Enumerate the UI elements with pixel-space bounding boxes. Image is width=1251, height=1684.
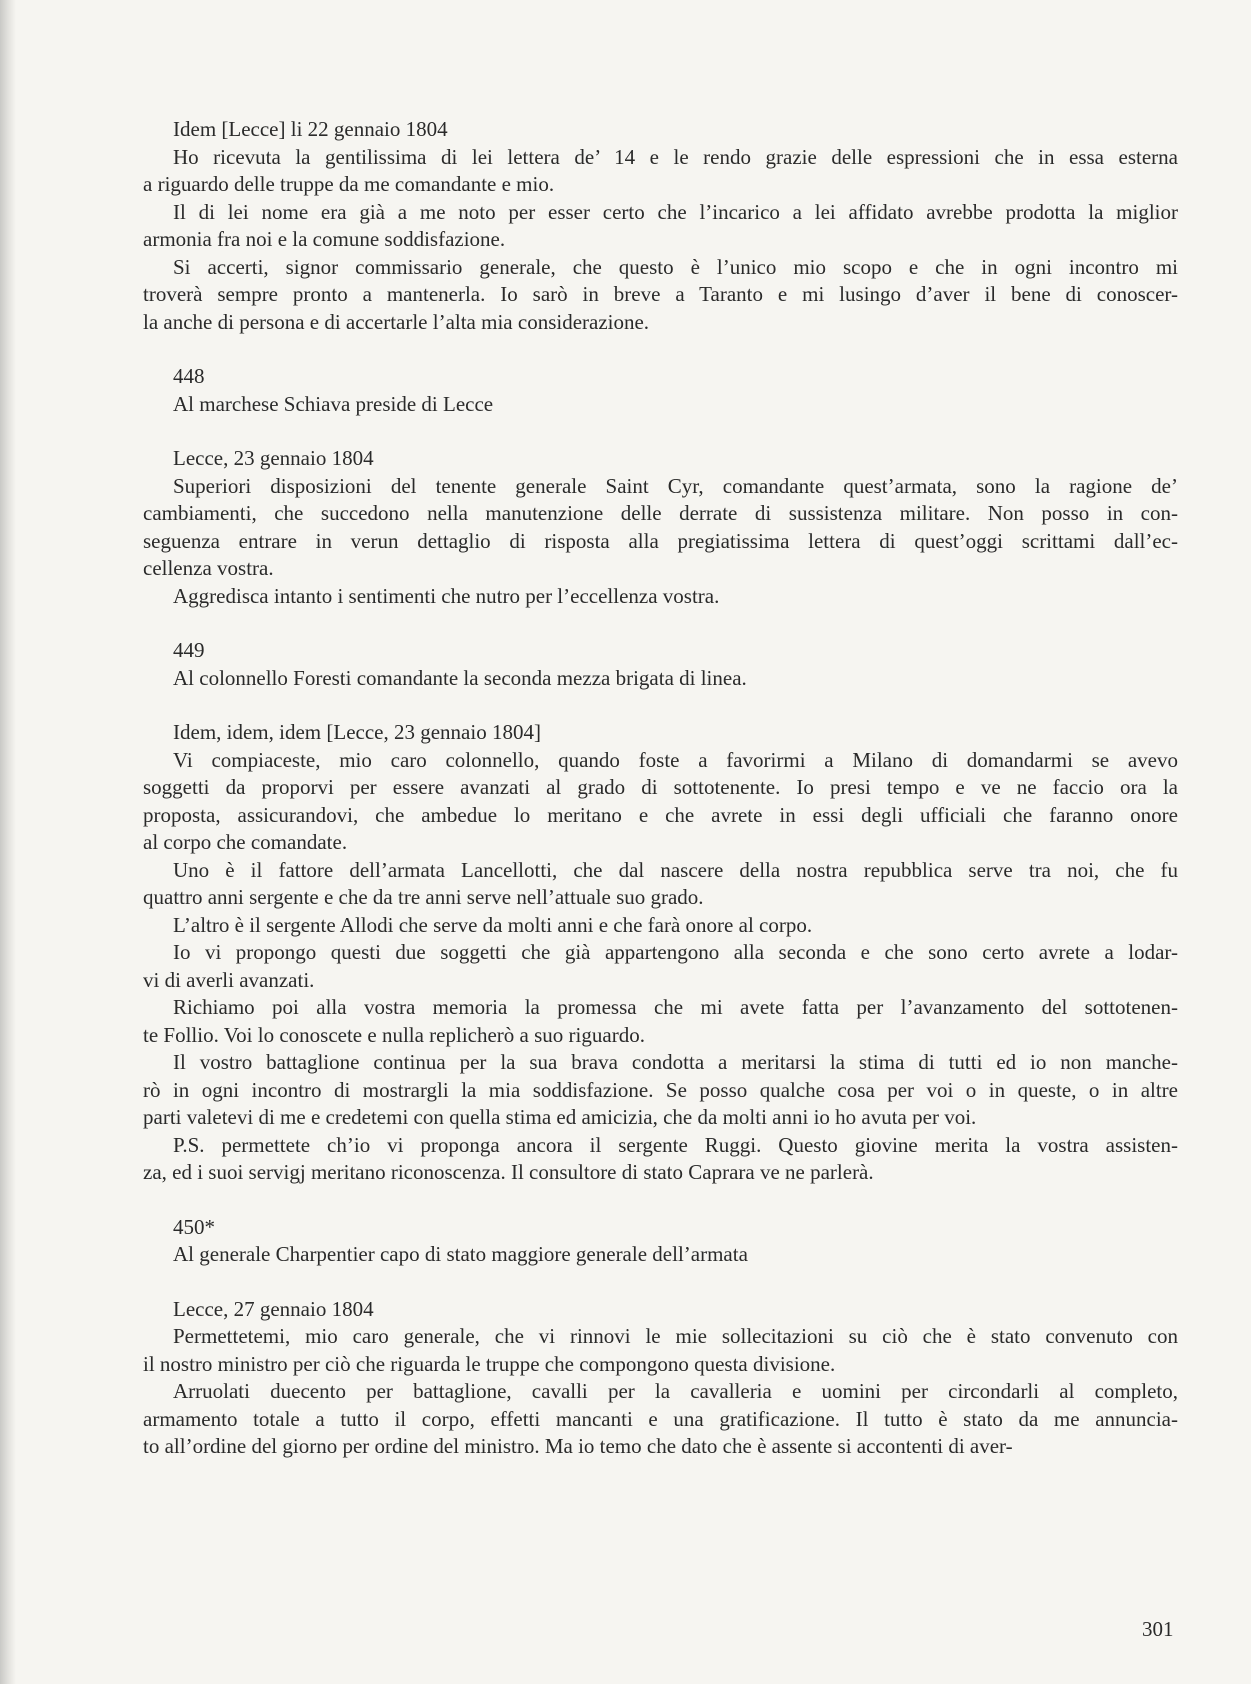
letter-paragraph bbox=[143, 1132, 1178, 1187]
letter-paragraph bbox=[143, 747, 1178, 857]
paragraph-line: parti valetevi di me e credetemi con quella stima ed amicizia, che da molti anni io ho avuta per voi. bbox=[143, 1105, 977, 1129]
page-gutter-shadow bbox=[0, 0, 16, 1684]
letter-date: Idem [Lecce] li 22 gennaio 1804 bbox=[173, 117, 448, 141]
section-gap bbox=[143, 692, 1178, 719]
paragraph-line: P.S. permettete ch’io vi proponga ancora il sergente Ruggi. Questo giovine merita la vostra assisten- bbox=[173, 1132, 1178, 1157]
letter-paragraph bbox=[143, 1049, 1178, 1132]
paragraph-line: L’altro è il sergente Allodi che serve da molti anni e che farà onore al corpo. bbox=[173, 912, 813, 937]
letter-date: Lecce, 23 gennaio 1804 bbox=[173, 446, 374, 470]
letter-paragraph bbox=[143, 254, 1178, 337]
paragraph-line: rò in ogni incontro di mostrargli la mia soddisfazione. Se posso qualche cosa per voi o in queste, o in altre bbox=[143, 1077, 1178, 1102]
section-gap bbox=[143, 336, 1178, 363]
paragraph-line: il nostro ministro per ciò che riguarda le truppe che compongono questa divisione. bbox=[143, 1351, 836, 1376]
paragraph-line: armonia fra noi e la comune soddisfazione. bbox=[143, 227, 506, 251]
letter-paragraph bbox=[143, 1378, 1178, 1461]
paragraph-line: Permettetemi, mio caro generale, che vi rinnovi le mie sollecitazioni su ciò che è stato convenuto con bbox=[173, 1324, 1178, 1348]
document-page bbox=[143, 116, 1178, 1461]
letter-number: 450* bbox=[173, 1214, 215, 1239]
paragraph-line: Vi compiaceste, mio caro colonnello, quando foste a favorirmi a Milano di domandarmi se avevo bbox=[173, 747, 1178, 772]
paragraph-line: za, ed i suoi servigj meritano riconoscenza. Il consultore di stato Caprara ve ne parlerà. bbox=[143, 1160, 874, 1184]
section-gap bbox=[143, 1269, 1178, 1296]
letter-number: 448 bbox=[173, 364, 205, 388]
paragraph-line: Richiamo poi alla vostra memoria la promessa che mi avete fatta per l’avanzamento del sottotenen- bbox=[173, 995, 1178, 1019]
letter-section bbox=[143, 363, 1178, 610]
letter-paragraph bbox=[143, 583, 1178, 611]
paragraph-line: Il di lei nome era già a me noto per esser certo che l’incarico a lei affidato avrebbe prodotta la miglior bbox=[173, 199, 1178, 224]
letter-section bbox=[143, 116, 1178, 336]
paragraph-line: vi di averli avanzati. bbox=[143, 967, 315, 992]
paragraph-line: a riguardo delle truppe da me comandante e mio. bbox=[143, 172, 555, 196]
page-number: 301 bbox=[1142, 1617, 1174, 1641]
paragraph-line: seguenza entrare in verun dettaglio di risposta alla pregiatissima lettera di quest’oggi scrittami dall’ec- bbox=[143, 528, 1178, 553]
paragraph-line: la anche di persona e di accertarle l’alta mia considerazione. bbox=[143, 309, 650, 334]
paragraph-line: Superiori disposizioni del tenente generale Saint Cyr, comandante quest’armata, sono la ragione de’ bbox=[173, 473, 1178, 498]
section-gap bbox=[143, 610, 1178, 637]
letter-recipient: Al colonnello Foresti comandante la seconda mezza brigata di linea. bbox=[173, 665, 747, 690]
letter-paragraph bbox=[143, 199, 1178, 254]
letter-paragraph bbox=[143, 144, 1178, 199]
paragraph-line: armamento totale a tutto il corpo, effetti mancanti e una gratificazione. Il tutto è stato da me annuncia- bbox=[143, 1406, 1178, 1431]
paragraph-line: al corpo che comandate. bbox=[143, 830, 348, 854]
letter-paragraph bbox=[143, 939, 1178, 994]
section-gap bbox=[143, 1187, 1178, 1214]
letter-date: Lecce, 27 gennaio 1804 bbox=[173, 1296, 374, 1321]
paragraph-line: Ho ricevuta la gentilissima di lei lettera de’ 14 e le rendo grazie delle espressioni che in essa esterna bbox=[173, 144, 1178, 169]
section-gap bbox=[143, 418, 1178, 445]
paragraph-line: proposta, assicurandovi, che ambedue lo meritano e che avrete in essi degli ufficiali che faranno onore bbox=[143, 802, 1178, 827]
letter-date: Idem, idem, idem [Lecce, 23 gennaio 1804] bbox=[173, 720, 541, 744]
paragraph-line: soggetti da proporvi per essere avanzati al grado di sottotenente. Io presi tempo e ve ne faccio ora la bbox=[143, 775, 1178, 799]
paragraph-line: troverà sempre pronto a mantenerla. Io sarò in breve a Taranto e mi lusingo d’aver il bene di conoscer- bbox=[143, 282, 1178, 306]
paragraph-line: Arruolati duecento per battaglione, cavalli per la cavalleria e uomini per circondarli al completo, bbox=[173, 1379, 1178, 1403]
letter-recipient: Al marchese Schiava preside di Lecce bbox=[173, 391, 494, 416]
letter-paragraph bbox=[143, 994, 1178, 1049]
letter-paragraph bbox=[143, 1323, 1178, 1378]
letter-section bbox=[143, 637, 1178, 1187]
paragraph-line: cambiamenti, che succedono nella manutenzione delle derrate di sussistenza militare. Non posso in con- bbox=[143, 501, 1178, 525]
letter-section bbox=[143, 1214, 1178, 1461]
paragraph-line: quattro anni sergente e che da tre anni serve nell’attuale suo grado. bbox=[143, 885, 704, 909]
paragraph-line: Il vostro battaglione continua per la sua brava condotta a meritarsi la stima di tutti ed io non manche- bbox=[173, 1050, 1178, 1074]
paragraph-line: Io vi propongo questi due soggetti che già appartengono alla seconda e che sono certo avrete a lodar- bbox=[173, 940, 1178, 964]
letter-paragraph bbox=[143, 912, 1178, 940]
letter-paragraph bbox=[143, 857, 1178, 912]
paragraph-line: cellenza vostra. bbox=[143, 556, 274, 580]
paragraph-line: te Follio. Voi lo conoscete e nulla replicherò a suo riguardo. bbox=[143, 1022, 645, 1047]
letter-number: 449 bbox=[173, 638, 205, 662]
paragraph-line: Uno è il fattore dell’armata Lancellotti, che dal nascere della nostra repubblica serve tra noi, che fu bbox=[173, 857, 1178, 882]
letter-paragraph bbox=[143, 473, 1178, 583]
paragraph-line: Si accerti, signor commissario generale, che questo è l’unico mio scopo e che in ogni incontro mi bbox=[173, 254, 1178, 279]
paragraph-line: Aggredisca intanto i sentimenti che nutro per l’eccellenza vostra. bbox=[173, 583, 720, 608]
letter-recipient: Al generale Charpentier capo di stato maggiore generale dell’armata bbox=[173, 1242, 748, 1266]
paragraph-line: to all’ordine del giorno per ordine del ministro. Ma io temo che dato che è assente si accontenti di aver- bbox=[143, 1434, 1013, 1458]
